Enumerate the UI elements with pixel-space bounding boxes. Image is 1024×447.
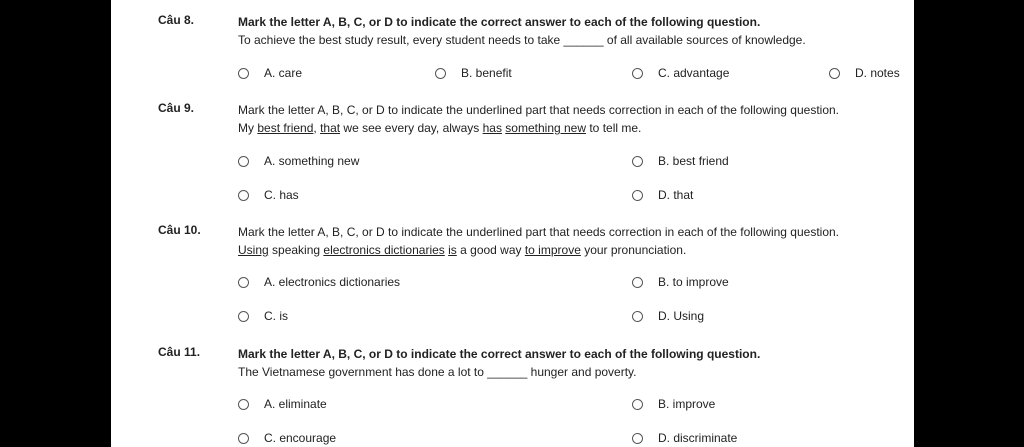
radio-button[interactable] bbox=[435, 68, 446, 79]
option-label: C. has bbox=[264, 188, 299, 202]
radio-button[interactable] bbox=[238, 311, 249, 322]
option-b[interactable] bbox=[632, 152, 729, 170]
underlined-part: something new bbox=[505, 121, 587, 135]
radio-button[interactable] bbox=[829, 68, 840, 79]
option-label: C. advantage bbox=[658, 66, 730, 80]
option-a[interactable] bbox=[238, 273, 400, 291]
sentence-part: a good way bbox=[456, 243, 525, 257]
radio-button[interactable] bbox=[632, 190, 643, 201]
option-d[interactable] bbox=[829, 64, 900, 82]
question-number: Câu 10. bbox=[158, 223, 201, 237]
option-b[interactable] bbox=[632, 395, 715, 413]
underlined-part: electronics dictionaries bbox=[323, 243, 445, 257]
underlined-part: Using bbox=[238, 243, 269, 257]
option-label: A. eliminate bbox=[264, 397, 327, 411]
option-a[interactable] bbox=[238, 64, 302, 82]
option-label: C. is bbox=[264, 309, 288, 323]
option-label: D. that bbox=[658, 188, 694, 202]
radio-button[interactable] bbox=[632, 311, 643, 322]
option-label: B. benefit bbox=[461, 66, 512, 80]
question-sentence bbox=[238, 241, 898, 259]
radio-button[interactable] bbox=[238, 433, 249, 444]
radio-button[interactable] bbox=[238, 190, 249, 201]
option-label: B. to improve bbox=[658, 275, 729, 289]
radio-button[interactable] bbox=[238, 277, 249, 288]
radio-button[interactable] bbox=[632, 399, 643, 410]
question-sentence bbox=[238, 31, 898, 49]
underlined-part: to improve bbox=[524, 243, 581, 257]
sentence-part: To achieve the best study result, every student needs to take ______ of all available sources of knowledge. bbox=[238, 33, 806, 47]
sentence-part: My bbox=[238, 121, 258, 135]
underlined-part: is bbox=[448, 243, 457, 257]
underlined-part: has bbox=[482, 121, 502, 135]
exam-paper bbox=[111, 0, 914, 447]
option-label: A. electronics dictionaries bbox=[264, 275, 401, 289]
option-label: A. something new bbox=[264, 154, 360, 168]
option-c[interactable] bbox=[238, 429, 336, 447]
radio-button[interactable] bbox=[632, 277, 643, 288]
option-b[interactable] bbox=[435, 64, 512, 82]
question-instruction: Mark the letter A, B, C, or D to indicate the correct answer to each of the following question. bbox=[238, 347, 761, 361]
option-label: D. Using bbox=[658, 309, 705, 323]
option-d[interactable] bbox=[632, 307, 704, 325]
radio-button[interactable] bbox=[238, 68, 249, 79]
radio-button[interactable] bbox=[632, 433, 643, 444]
question-number: Câu 11. bbox=[158, 345, 201, 359]
underlined-part: best friend bbox=[257, 121, 314, 135]
question-sentence bbox=[238, 363, 898, 381]
sentence-part: The Vietnamese government has done a lot to ______ hunger and poverty. bbox=[238, 365, 637, 379]
option-a[interactable] bbox=[238, 152, 359, 170]
option-c[interactable] bbox=[238, 307, 288, 325]
question-instruction: Mark the letter A, B, C, or D to indicate the correct answer to each of the following question. bbox=[238, 15, 761, 29]
sentence-part: your pronunciation. bbox=[580, 243, 687, 257]
sentence-part: we see every day, always bbox=[340, 121, 483, 135]
question-instruction: Mark the letter A, B, C, or D to indicate the underlined part that needs correction in each of the following question. bbox=[238, 225, 840, 239]
question-text bbox=[238, 101, 898, 137]
question-sentence bbox=[238, 119, 898, 137]
question-number: Câu 8. bbox=[158, 13, 195, 27]
option-label: B. improve bbox=[658, 397, 716, 411]
option-label: D. discriminate bbox=[658, 431, 738, 445]
radio-button[interactable] bbox=[238, 399, 249, 410]
underlined-part: that bbox=[320, 121, 341, 135]
option-label: C. encourage bbox=[264, 431, 337, 445]
option-label: B. best friend bbox=[658, 154, 729, 168]
sentence-part: , bbox=[313, 121, 321, 135]
option-label: A. care bbox=[264, 66, 303, 80]
question-text bbox=[238, 345, 898, 381]
option-c[interactable] bbox=[632, 64, 729, 82]
option-label: D. notes bbox=[855, 66, 900, 80]
option-a[interactable] bbox=[238, 395, 327, 413]
option-d[interactable] bbox=[632, 429, 737, 447]
radio-button[interactable] bbox=[632, 68, 643, 79]
question-text bbox=[238, 223, 898, 259]
option-c[interactable] bbox=[238, 186, 299, 204]
radio-button[interactable] bbox=[238, 156, 249, 167]
option-b[interactable] bbox=[632, 273, 729, 291]
option-d[interactable] bbox=[632, 186, 693, 204]
sentence-part: to tell me. bbox=[586, 121, 642, 135]
question-number: Câu 9. bbox=[158, 101, 195, 115]
sentence-part: speaking bbox=[268, 243, 324, 257]
radio-button[interactable] bbox=[632, 156, 643, 167]
question-text bbox=[238, 13, 898, 49]
question-instruction: Mark the letter A, B, C, or D to indicate the underlined part that needs correction in each of the following question. bbox=[238, 103, 840, 117]
